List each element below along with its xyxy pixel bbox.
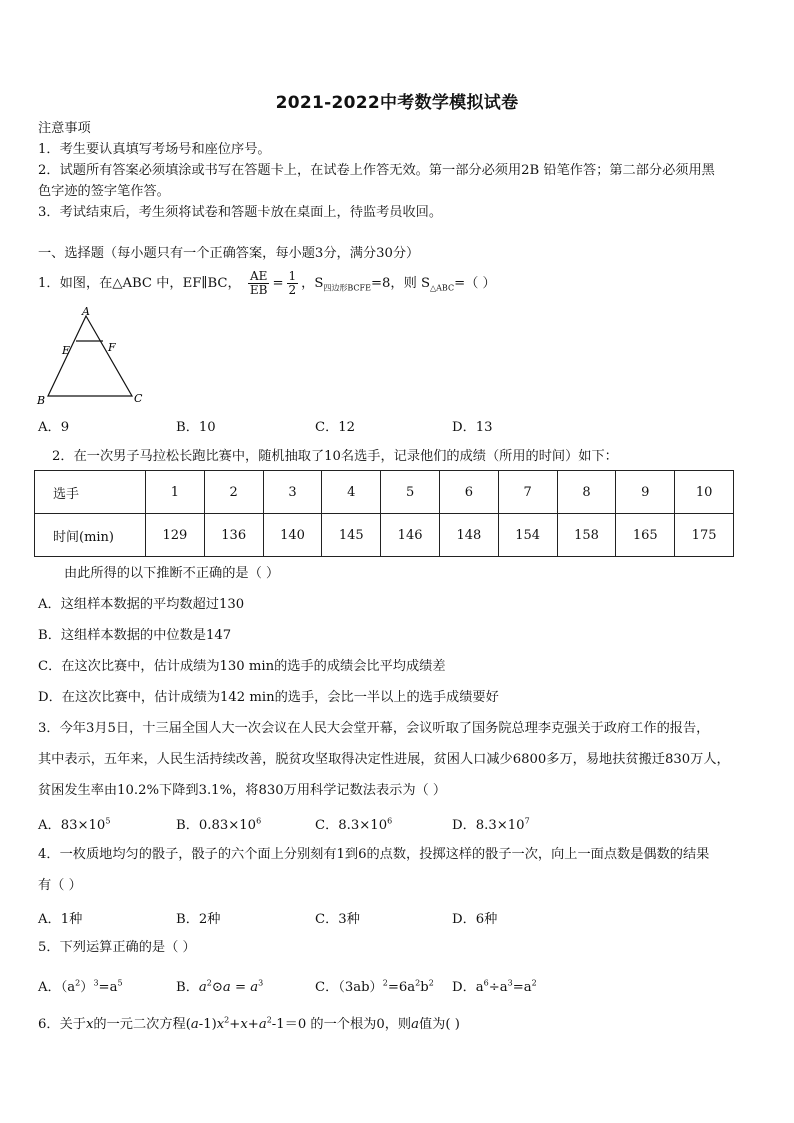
q6-mid4: + [247,1017,259,1032]
q6-x2: x [216,1017,225,1032]
q5-option-c [315,976,434,995]
table-cell: 158 [557,514,616,557]
q5-a-exp1: 2 [75,978,81,988]
label-f: F [108,341,116,354]
q3-a-text: A．83×10 [38,818,106,833]
table-cell: 6 [439,471,498,514]
q1-option-d: D．13 [452,420,493,435]
q3-b-text: B．0.83×10 [176,818,257,833]
q3-b-exp: 6 [256,816,262,826]
q6-a1: a [190,1017,199,1032]
triangle-abc [48,316,132,396]
q1-mid: ，S [301,276,324,291]
q1-option-c: C．12 [315,420,356,435]
q5-d-part: D．a [452,980,484,995]
marathon-table [34,470,734,557]
label-e: E [62,344,71,357]
q2-option-d: D．在这次比赛中，估计成绩为142 min的选手，会比一半以上的选手成绩要好 [38,690,499,705]
q6-e2: 2 [266,1015,272,1025]
q1-prefix: 1．如图，在△ABC 中，EF∥BC， [38,276,241,291]
table-cell: 3 [263,471,322,514]
table-cell: 145 [322,514,381,557]
q5-option-b [176,976,263,995]
q1-option-b: B．10 [176,420,216,435]
q5-option-d [452,976,537,995]
q5-b-exp1: 2 [206,978,212,988]
note-item-1: 1．考生要认真填写考场号和座位序号。 [38,142,271,157]
table-cell: 129 [146,514,205,557]
table-cell: 165 [616,514,675,557]
q1-half-den: 2 [288,283,297,297]
question-1 [38,266,496,302]
q4-option-d: D．6种 [452,912,498,927]
q5-b-exp2: 3 [258,978,264,988]
table-row [35,471,734,514]
table-cell: 5 [381,471,440,514]
q6-mid2: -1) [198,1017,217,1032]
table-row [35,514,734,557]
table-cell: 4 [322,471,381,514]
q6-pre: 6．关于 [38,1017,86,1032]
q5-c-part: C．（3ab） [315,980,383,995]
table-cell: 2 [204,471,263,514]
question-3-line-2: 其中表示，五年来，人民生活持续改善，脱贫攻坚取得决定性进展，贫困人口减少6800多万，易地扶贫搬迁830万人， [38,752,730,767]
q1-fraction-ae-eb [248,270,270,297]
table-cell: 9 [616,471,675,514]
label-a: A [82,305,90,318]
table-cell: 140 [263,514,322,557]
q6-x: x [85,1017,94,1032]
q4-option-a: A．1种 [38,912,83,927]
label-c: C [134,392,143,405]
section-heading: 一、选择题（每小题只有一个正确答案，每小题3分，满分30分） [38,246,420,261]
q4-option-c: C．3种 [315,912,360,927]
q5-option-a [38,976,123,995]
q1-mid2: =8，则 S [370,276,430,291]
q2-option-c: C．在这次比赛中，估计成绩为130 min的选手的成绩会比平均成绩差 [38,659,446,674]
q5-a-exp2: 3 [93,978,99,988]
table-header-time: 时间(min) [35,514,146,557]
table-cell: 175 [675,514,734,557]
q5-a-part: A．（a [38,980,76,995]
q5-c-exp1: 2 [382,978,388,988]
q5-d-exp3: 2 [531,978,537,988]
table-cell: 8 [557,471,616,514]
q5-c-exp2: 2 [415,978,421,988]
question-4-line-2: 有（ ） [38,878,82,893]
question-6 [38,1016,460,1034]
q5-d-exp1: 6 [483,978,489,988]
q2-option-b: B．这组样本数据的中位数是147 [38,628,232,643]
question-3-line-3: 贫困发生率由10.2%下降到3.1%，将830万用科学记数法表示为（ ） [38,783,447,798]
q6-a2: a [258,1017,267,1032]
q3-c-text: C．8.3×10 [315,818,388,833]
q6-a3: a [411,1017,419,1032]
q5-b-mid: ⊙a = a [211,980,259,995]
q1-frac-den: EB [249,283,268,297]
table-cell: 7 [498,471,557,514]
question-3-line-1: 3．今年3月5日，十三届全国人大一次会议在人民大会堂开幕，会议听取了国务院总理李克强关于政府工作的报告， [38,721,710,736]
table-cell: 146 [381,514,440,557]
q5-b-var: a [198,980,207,995]
triangle-figure [34,304,154,408]
q3-option-c [315,814,392,833]
q5-d-mid: ÷a [488,980,508,995]
q4-option-b: B．2种 [176,912,221,927]
table-header-runner: 选手 [35,471,146,514]
q5-c-mid2: b [420,980,429,995]
table-cell: 1 [146,471,205,514]
q6-mid3: + [229,1017,241,1032]
table-cell: 10 [675,471,734,514]
q1-eq: = [272,276,284,291]
q1-suffix: =（ ） [454,276,496,291]
q6-mid1: 的一元二次方程( [93,1017,191,1032]
q1-sub-tri: △ABC [429,283,455,293]
table-cell: 148 [439,514,498,557]
q5-c-exp3: 2 [428,978,434,988]
q3-a-exp: 5 [105,816,111,826]
q5-d-exp2: 3 [507,978,513,988]
note-item-2: 2．试题所有答案必须填涂或书写在答题卡上，在试卷上作答无效。第一部分必须用2B 铅笔作答；第二部分必须用黑 [38,163,715,178]
question-4-line-1: 4．一枚质地均匀的骰子，骰子的六个面上分别刻有1到6的点数，投掷这样的骰子一次，向上一面点数是偶数的结果 [38,847,710,862]
q3-d-text: D．8.3×10 [452,818,525,833]
table-cell: 154 [498,514,557,557]
q5-b-part: B． [176,980,199,995]
note-item-3: 3．考试结束后，考生须将试卷和答题卡放在桌面上，待监考员收回。 [38,205,443,220]
q3-option-b [176,814,261,833]
q1-sub-quad: 四边形BCFE [323,283,371,293]
q1-frac-num: AE [248,270,270,284]
q5-d-end: =a [512,980,532,995]
q6-x3: x [240,1017,248,1032]
label-b: B [37,394,46,407]
q2-question: 由此所得的以下推断不正确的是（ ） [64,566,280,581]
q1-half-num: 1 [288,269,297,283]
q5-a-mid: ） [80,980,94,995]
notes-heading: 注意事项 [38,121,91,136]
q3-option-d [452,814,530,833]
q5-a-end: =a [98,980,118,995]
q3-d-exp: 7 [524,816,530,826]
note-item-2-cont: 色字迹的签字笔作答。 [38,184,170,199]
q1-option-a: A．9 [38,420,70,435]
q5-a-exp3: 5 [117,978,123,988]
q3-option-a [38,814,110,833]
question-2: 2．在一次男子马拉松长跑比赛中，随机抽取了10名选手，记录他们的成绩（所用的时间）如下： [52,449,618,464]
q1-fraction-half [287,270,299,297]
q6-end: 值为( ) [419,1017,460,1032]
page-title: 2021-2022中考数学模拟试卷 [275,93,519,113]
q5-c-mid: =6a [387,980,416,995]
question-5: 5．下列运算正确的是（ ） [38,940,196,955]
q6-mid5: -1＝0 的一个根为0，则 [271,1017,412,1032]
q3-c-exp: 6 [387,816,393,826]
table-cell: 136 [204,514,263,557]
q2-option-a: A．这组样本数据的平均数超过130 [38,597,245,612]
q6-e1: 2 [224,1015,230,1025]
